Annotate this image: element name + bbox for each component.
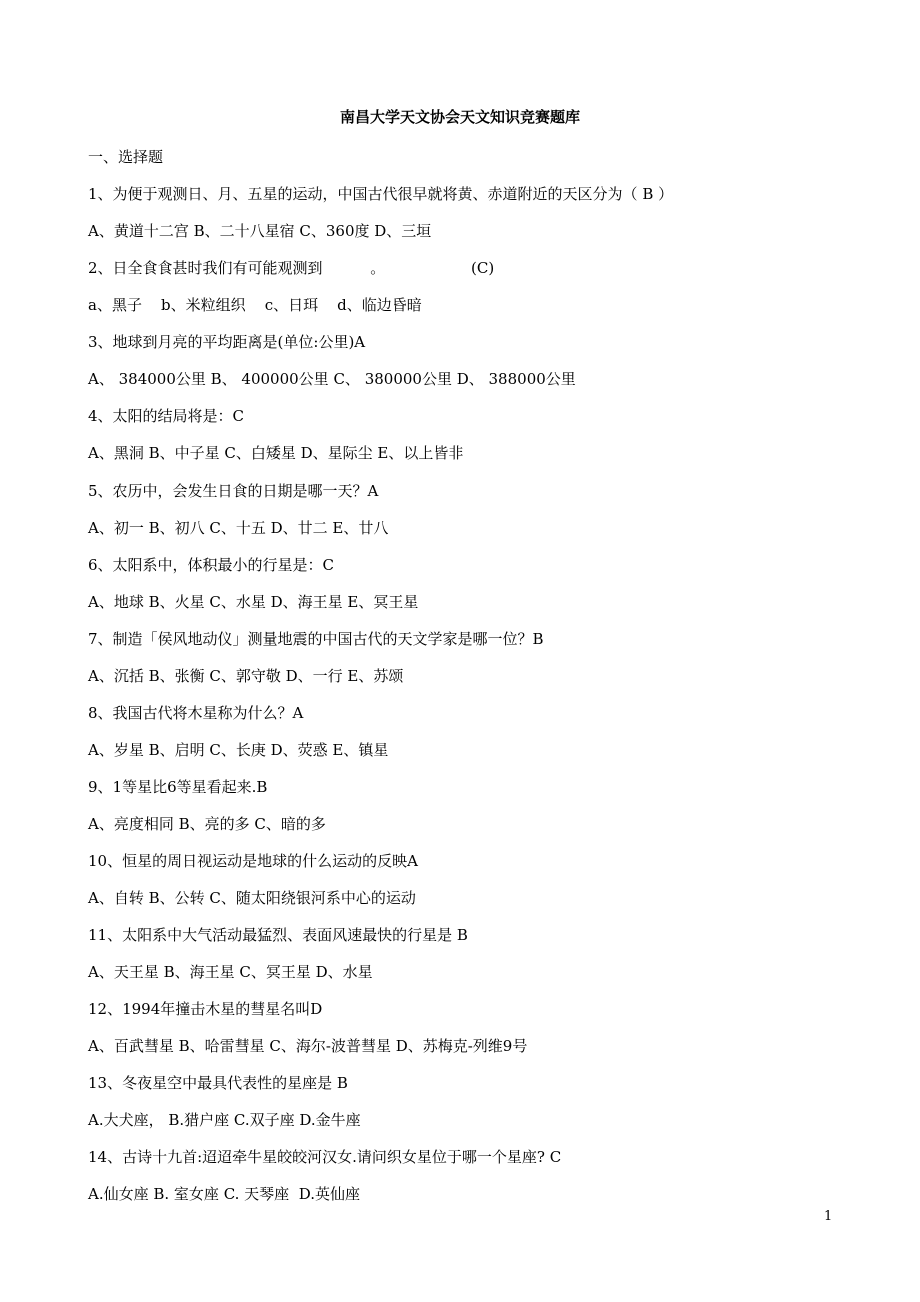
question-1: 1、为便于观测日、月、五星的运动，中国古代很早就将黄、赤道附近的天区分为（ B ）: [88, 185, 674, 203]
question-7: 7、制造「侯风地动仪」测量地震的中国古代的天文学家是哪一位？B: [88, 630, 544, 648]
question-14: 14、古诗十九首:迢迢牵牛星皎皎河汉女.请问织女星位于哪一个星座? C: [88, 1148, 562, 1166]
question-14-options: A.仙女座 B. 室女座 C. 天琴座 D.英仙座: [88, 1185, 360, 1203]
question-2-options: a、黑子 b、米粒组织 c、日珥 d、临边昏暗: [88, 296, 422, 314]
question-7-options: A、沉括 B、张衡 C、郭守敬 D、一行 E、苏颂: [88, 667, 404, 685]
question-3-options: A、 384000公里 B、 400000公里 C、 380000公里 D、 388000公里: [88, 370, 576, 388]
question-2: 2、日全食食甚时我们有可能观测到 。 (C): [88, 259, 495, 277]
document-title: 南昌大学天文协会天文知识竞赛题库: [339, 108, 580, 126]
question-13-options: A.大犬座， B.猎户座 C.双子座 D.金牛座: [88, 1111, 361, 1129]
question-11: 11、太阳系中大气活动最猛烈、表面风速最快的行星是 B: [88, 926, 468, 944]
question-13: 13、冬夜星空中最具代表性的星座是 B: [88, 1074, 348, 1092]
question-5: 5、农历中，会发生日食的日期是哪一天？A: [88, 482, 379, 500]
question-12-options: A、百武彗星 B、哈雷彗星 C、海尔-波普彗星 D、苏梅克-列维9号: [88, 1037, 528, 1055]
page-number: 1: [824, 1209, 833, 1224]
question-6: 6、太阳系中，体积最小的行星是：C: [88, 556, 335, 574]
section-heading: 一、选择题: [88, 148, 164, 166]
question-8-options: A、岁星 B、启明 C、长庚 D、荧惑 E、镇星: [88, 741, 389, 759]
question-12: 12、1994年撞击木星的彗星名叫D: [88, 1000, 323, 1018]
question-9: 9、1等星比6等星看起来.B: [88, 778, 268, 796]
question-1-options: A、黄道十二宫 B、二十八星宿 C、360度 D、三垣: [88, 222, 432, 240]
question-10-options: A、自转 B、公转 C、随太阳绕银河系中心的运动: [88, 889, 416, 907]
question-4-options: A、黑洞 B、中子星 C、白矮星 D、星际尘 E、以上皆非: [88, 444, 464, 462]
question-4: 4、太阳的结局将是：C: [88, 407, 245, 425]
question-11-options: A、天王星 B、海王星 C、冥王星 D、水星: [88, 963, 373, 981]
question-8: 8、我国古代将木星称为什么？A: [88, 704, 304, 722]
question-3: 3、地球到月亮的平均距离是(单位:公里)A: [88, 333, 366, 351]
question-10: 10、恒星的周日视运动是地球的什么运动的反映A: [88, 852, 418, 870]
question-5-options: A、初一 B、初八 C、十五 D、廿二 E、廿八: [88, 519, 389, 537]
question-9-options: A、亮度相同 B、亮的多 C、暗的多: [88, 815, 326, 833]
question-6-options: A、地球 B、火星 C、水星 D、海王星 E、冥王星: [88, 593, 419, 611]
